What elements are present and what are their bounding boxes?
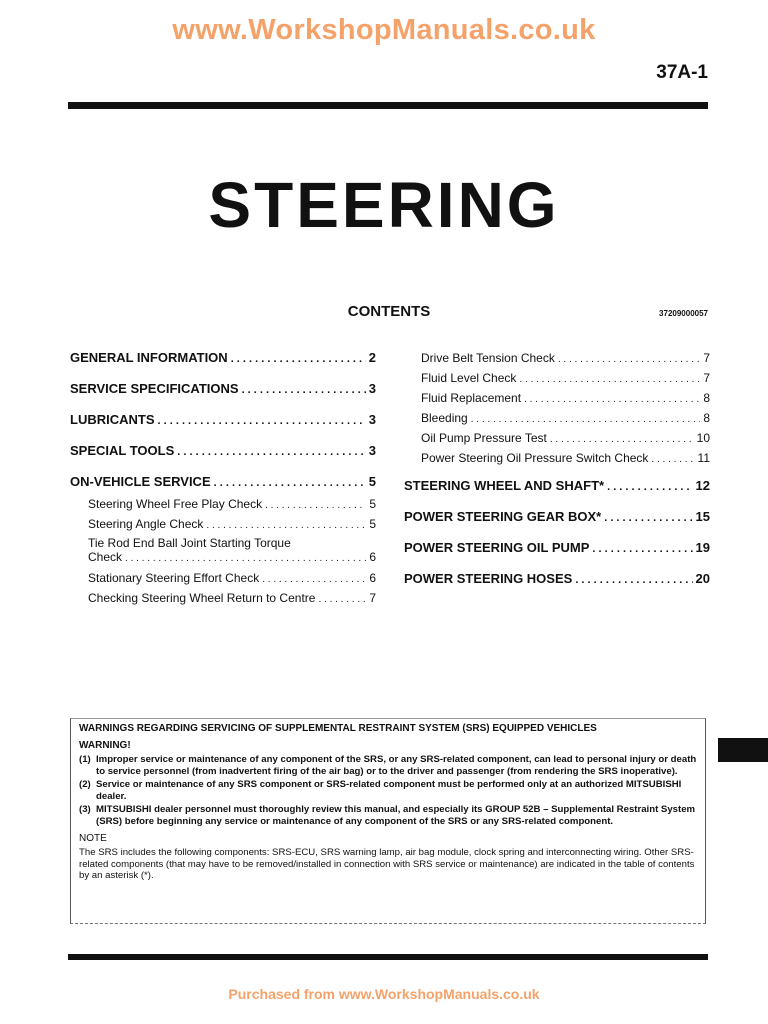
toc-subentry-bleeding[interactable] [404,408,710,428]
warning-heading: WARNING! [79,740,131,751]
toc-entry-page: 2 [368,350,376,365]
toc-entry-page: 8 [703,391,710,405]
toc-entry-on-vehicle-service[interactable] [70,472,376,494]
toc-subentry-oil-pump-pressure-test[interactable] [404,428,710,448]
top-rule [68,102,708,109]
toc-entry-label: POWER STEERING OIL PUMP [404,540,590,555]
toc-entry-page: 5 [368,474,376,489]
toc-entry-label: Oil Pump Pressure Test [421,431,547,445]
srs-warning-box [70,718,706,924]
toc-entry-page: 8 [703,411,710,425]
toc-entry-label: Stationary Steering Effort Check [88,571,260,585]
warning-item-text: Improper service or maintenance of any component of the SRS, or any SRS-related component, can lead to personal injury or death to service personnel (from inadvertent firing of the air bag) or to the driver and passenger (from rendering the SRS inoperative). [96,754,697,777]
toc-subentry-tie-rod-check[interactable] [70,537,376,564]
toc-entry-label: Steering Wheel Free Play Check [88,497,263,511]
toc-entry-page: 7 [369,591,376,605]
toc-entry-lubricants[interactable] [70,410,376,441]
toc-entry-label: Bleeding [421,411,468,425]
toc-entry-page: 20 [695,571,710,586]
toc-entry-label: STEERING WHEEL AND SHAFT* [404,478,605,493]
toc-entry-label: POWER STEERING GEAR BOX* [404,509,602,524]
toc-left-column [70,348,376,608]
toc-entry-page: 6 [369,550,376,564]
toc-entry-hoses[interactable] [404,569,710,600]
toc-subentry-wheel-return-check[interactable] [70,588,376,608]
toc-entry-page: 7 [703,351,710,365]
toc-entry-page: 11 [697,451,710,465]
warning-item [79,754,697,777]
warning-item-number: (2) [79,779,91,790]
warning-item [79,779,697,802]
watermark-bottom: Purchased from www.WorkshopManuals.co.uk [228,986,540,1002]
warning-box-title: WARNINGS REGARDING SERVICING OF SUPPLEMENTAL RESTRAINT SYSTEM (SRS) EQUIPPED VEHICLES [79,723,597,734]
toc-entry-oil-pump[interactable] [404,538,710,569]
toc-entry-page: 19 [695,540,710,555]
toc-entry-page: 7 [703,371,710,385]
toc-subentry-fluid-replacement[interactable] [404,388,710,408]
toc-entry-page: 15 [695,509,710,524]
toc-entry-label: Fluid Level Check [421,371,517,385]
toc-entry-page: 3 [368,381,376,396]
toc-entry-label: Checking Steering Wheel Return to Centre [88,591,316,605]
toc-entry-label: POWER STEERING HOSES [404,571,573,586]
toc-entry-page: 6 [369,571,376,585]
toc-entry-label: SERVICE SPECIFICATIONS [70,381,239,396]
contents-heading: CONTENTS [347,303,431,320]
toc-entry-label: Power Steering Oil Pressure Switch Check [421,451,649,465]
toc-right-column [404,348,710,600]
toc-entry-general-information[interactable] [70,348,376,379]
warning-item [79,804,697,827]
section-thumb-tab [718,738,768,762]
toc-entry-label: GENERAL INFORMATION [70,350,228,365]
toc-entry-page: 5 [369,497,376,511]
toc-entry-label: SPECIAL TOOLS [70,443,175,458]
warning-item-number: (1) [79,754,91,765]
toc-subentry-drive-belt-check[interactable] [404,348,710,368]
toc-entry-page: 5 [369,517,376,531]
toc-entry-gear-box[interactable] [404,507,710,538]
toc-subentry-free-play-check[interactable] [70,494,376,514]
toc-entry-label-line2: Check [88,550,123,564]
toc-subentry-steering-angle-check[interactable] [70,514,376,534]
page-number: 37A-1 [656,62,708,83]
toc-entry-label: ON-VEHICLE SERVICE [70,474,211,489]
toc-entry-special-tools[interactable] [70,441,376,472]
note-text: The SRS includes the following components: SRS-ECU, SRS warning lamp, air bag module, clock spring and interconnecting wiring. Other SRS-related components (that may have to be removed/installed in connection with SRS service or maintenance) are indicated in the table of contents by an asterisk (*). [79,847,695,881]
toc-entry-steering-wheel-shaft[interactable] [404,476,710,507]
toc-entry-label: LUBRICANTS [70,412,155,427]
page-title: STEERING [208,169,560,241]
toc-entry-service-specifications[interactable] [70,379,376,410]
watermark-top: www.WorkshopManuals.co.uk [172,14,596,46]
warning-item-number: (3) [79,804,91,815]
toc-entry-page: 10 [696,431,710,445]
note-label: NOTE [79,833,107,844]
toc-entry-label: Steering Angle Check [88,517,204,531]
toc-entry-page: 3 [368,443,376,458]
toc-entry-label-line1: Tie Rod End Ball Joint Starting Torque [88,536,291,550]
toc-entry-page: 12 [695,478,710,493]
bottom-rule [68,954,708,960]
toc-subentry-pressure-switch-check[interactable] [404,448,710,476]
toc-subentry-stationary-effort-check[interactable] [70,568,376,588]
toc-entry-label: Fluid Replacement [421,391,522,405]
toc-entry-page: 3 [368,412,376,427]
warning-item-text: MITSUBISHI dealer personnel must thoroughly review this manual, and especially its GROUP 52B – Supplemental Restraint System (SRS) before beginning any service or maintenance of any component of the SRS or any SRS-related component. [96,804,696,827]
toc-entry-label: Drive Belt Tension Check [421,351,555,365]
toc-subentry-fluid-level-check[interactable] [404,368,710,388]
document-code: 37209000057 [659,309,708,318]
warning-item-text: Service or maintenance of any SRS component or SRS-related component must be performed only at an authorized MITSUBISHI dealer. [96,779,682,802]
